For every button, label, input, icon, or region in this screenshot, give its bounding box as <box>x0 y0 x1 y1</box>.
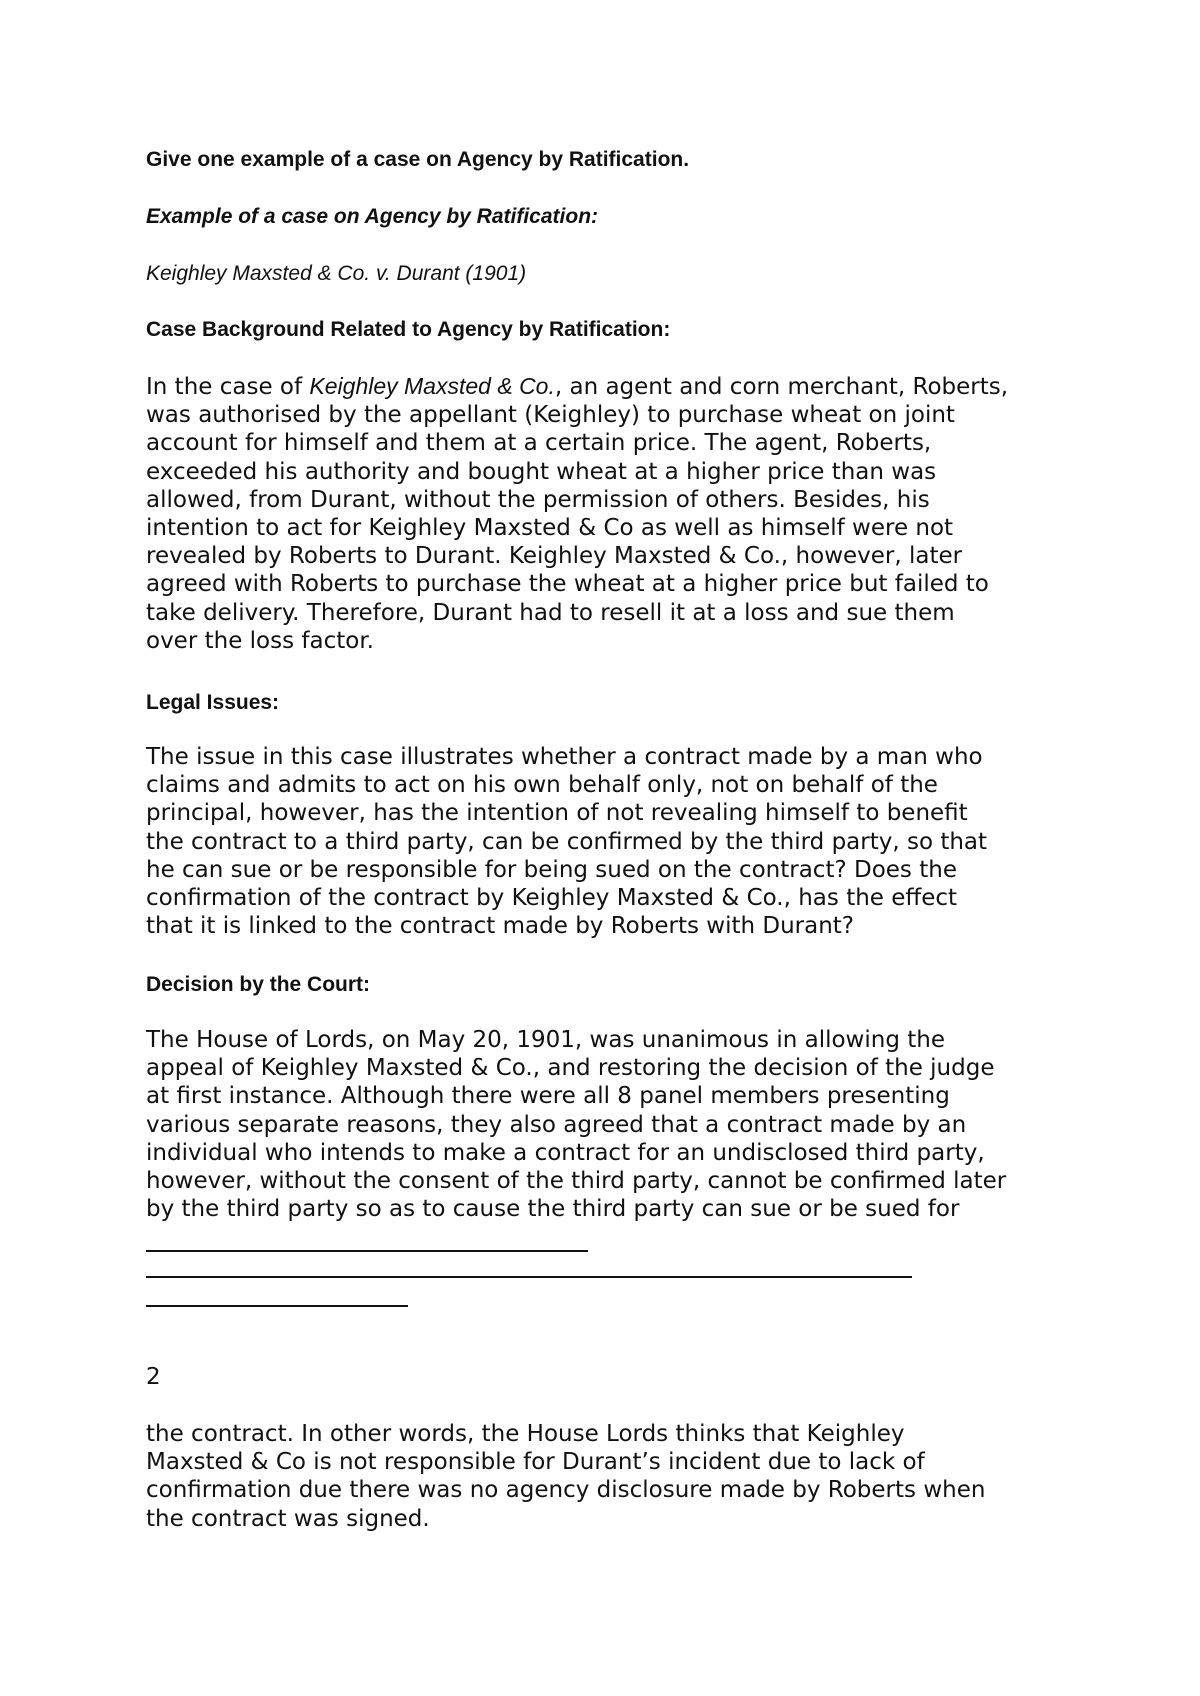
paragraph-line: he can sue or be responsible for being sued on the contract? Does the <box>146 856 957 883</box>
paragraph-line: intention to act for Keighley Maxsted & Co as well as himself were not <box>146 515 954 542</box>
paragraph-line: principal, however, has the intention of not revealing himself to benefit <box>146 800 968 827</box>
paragraph-line: various separate reasons, they also agreed that a contract made by an <box>146 1111 967 1138</box>
paragraph-line: was authorised by the appellant (Keighley) to purchase wheat on joint <box>146 402 955 429</box>
case-name-inline: Keighley Maxsted & Co. <box>309 373 555 399</box>
case-citation: Keighley Maxsted & Co. v. Durant (1901) <box>146 262 527 285</box>
paragraph-line: claims and admits to act on his own behalf only, not on behalf of the <box>146 772 938 799</box>
decision-paragraph <box>146 1026 1106 1223</box>
paragraph-line: at first instance. Although there were all 8 panel members presenting <box>146 1083 950 1110</box>
footnote-separator-line <box>146 1276 912 1278</box>
paragraph-line: The House of Lords, on May 20, 1901, was unanimous in allowing the <box>146 1027 945 1053</box>
background-paragraph <box>146 372 1106 655</box>
paragraph-line: appeal of Keighley Maxsted & Co., and restoring the decision of the judge <box>146 1055 995 1082</box>
paragraph-line: revealed by Roberts to Durant. Keighley Maxsted & Co., however, later <box>146 543 963 570</box>
paragraph-line: individual who intends to make a contract for an undisclosed third party, <box>146 1139 985 1166</box>
paragraph-line: The issue in this case illustrates whether a contract made by a man who <box>146 744 983 770</box>
background-heading: Case Background Related to Agency by Ratification: <box>146 318 671 341</box>
paragraph-line: allowed, from Durant, without the permission of others. Besides, his <box>146 486 930 513</box>
legal-issues-heading: Legal Issues: <box>146 691 280 714</box>
paragraph-line: Maxsted & Co is not responsible for Durant’s incident due to lack of <box>146 1449 925 1476</box>
footnote-separator-line <box>146 1305 408 1307</box>
question-heading: Give one example of a case on Agency by Ratification. <box>146 148 690 171</box>
paragraph-line: confirmation due there was no agency disclosure made by Roberts when <box>146 1477 986 1504</box>
paragraph-line: In the case of Keighley Maxsted & Co., an agent and corn merchant, Roberts, <box>146 373 1009 400</box>
paragraph-line: over the loss factor. <box>146 627 374 654</box>
paragraph-line: account for himself and them at a certain price. The agent, Roberts, <box>146 430 932 457</box>
footnote-separator-line <box>146 1250 588 1252</box>
paragraph-line: that it is linked to the contract made by Roberts with Durant? <box>146 913 855 940</box>
continuation-paragraph <box>146 1420 1106 1533</box>
paragraph-line: exceeded his authority and bought wheat at a higher price than was <box>146 458 937 485</box>
paragraph-line: by the third party so as to cause the third party can sue or be sued for <box>146 1196 960 1223</box>
example-heading: Example of a case on Agency by Ratification: <box>146 205 599 228</box>
paragraph-line: the contract. In other words, the House Lords thinks that Keighley <box>146 1421 905 1447</box>
page-number: 2 <box>146 1364 161 1390</box>
paragraph-line: confirmation of the contract by Keighley Maxsted & Co., has the effect <box>146 885 958 912</box>
paragraph-line: take delivery. Therefore, Durant had to resell it at a loss and sue them <box>146 599 955 626</box>
paragraph-line: the contract to a third party, can be confirmed by the third party, so that <box>146 828 988 855</box>
decision-heading: Decision by the Court: <box>146 973 371 996</box>
paragraph-line: however, without the consent of the third party, cannot be confirmed later <box>146 1168 1007 1195</box>
paragraph-line: the contract was signed. <box>146 1505 430 1532</box>
paragraph-line: agreed with Roberts to purchase the wheat at a higher price but failed to <box>146 571 989 598</box>
legal-issues-paragraph <box>146 743 1106 940</box>
